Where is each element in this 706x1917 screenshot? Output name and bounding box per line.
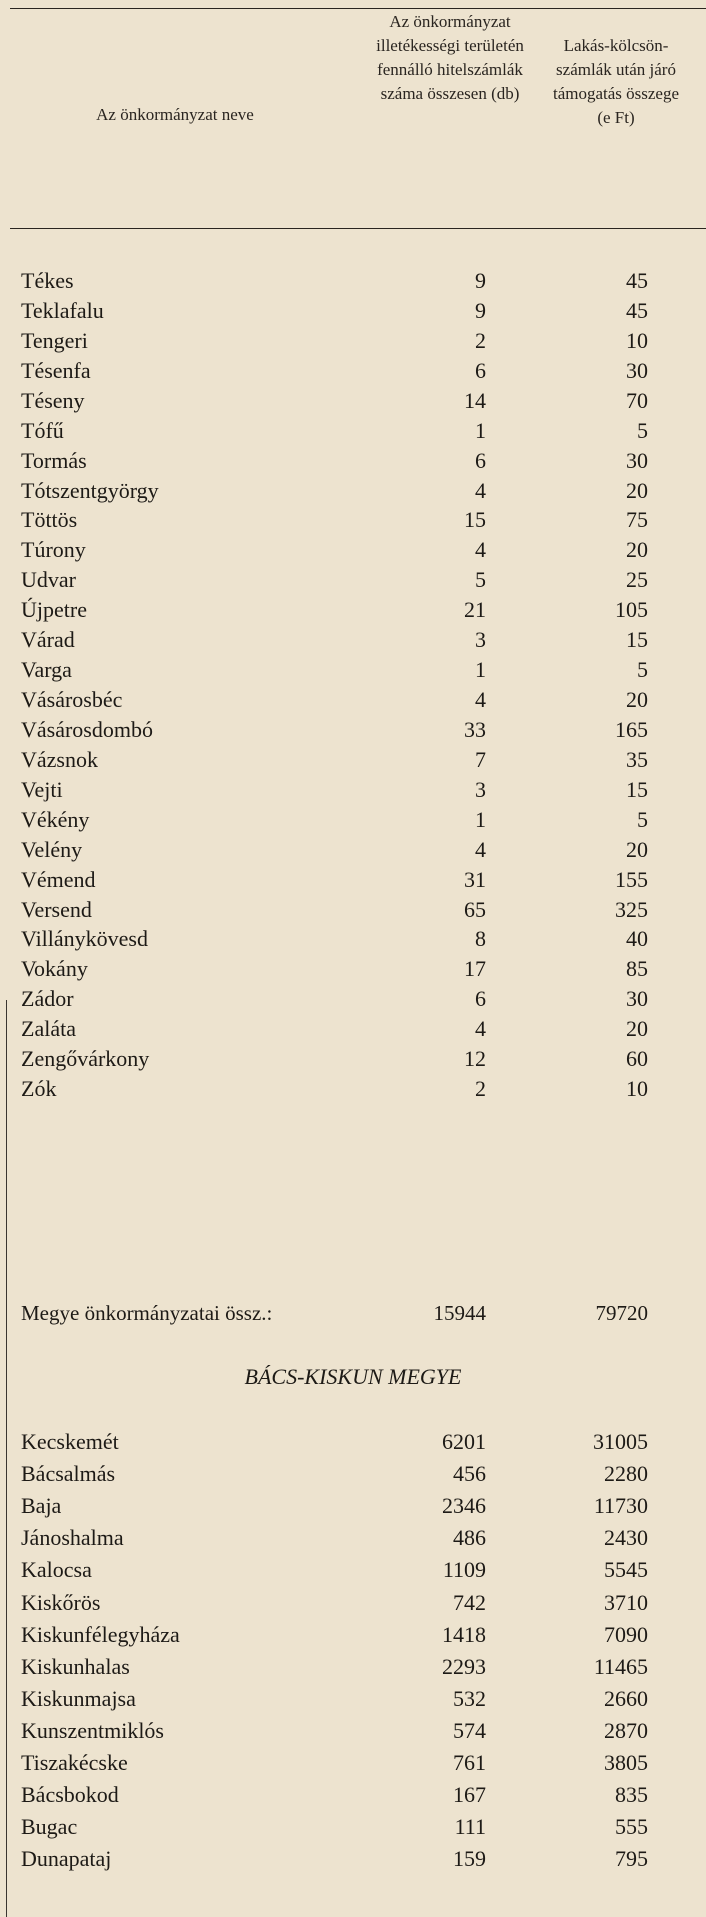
table-row [0,356,706,386]
total-label: Megye önkormányzatai össz.: [21,1301,273,1325]
account-count: 1 [475,417,486,443]
municipality-name: Kiskunhalas [21,1653,130,1679]
municipality-name: Tófű [21,417,64,443]
account-count: 1418 [442,1621,486,1647]
table-row [0,1684,706,1714]
municipality-name: Dunapataj [21,1846,112,1872]
municipality-name: Baja [21,1493,62,1519]
account-count: 1 [475,657,486,683]
support-amount: 2430 [604,1525,648,1551]
header-name-column: Az önkormányzat neve [96,105,254,124]
municipality-name: Zaláta [21,1016,76,1042]
account-count: 2 [475,327,486,353]
account-count: 167 [453,1782,486,1808]
table-row [0,416,706,446]
table-row [0,505,706,535]
table-row [0,476,706,506]
municipality-name: Túrony [21,537,86,563]
account-count: 761 [453,1750,486,1775]
table-row [0,1555,706,1585]
table-row [0,805,706,835]
table-row [0,1523,706,1553]
municipality-name: Tiszakécske [21,1750,128,1775]
municipality-name: Vásárosdombó [21,716,153,742]
municipality-name: Újpetre [21,597,87,623]
municipality-name: Tékes [21,268,74,293]
support-amount: 75 [626,507,648,533]
municipality-name: Bácsbokod [21,1782,119,1808]
support-amount: 85 [626,956,648,982]
account-count: 5 [475,567,486,593]
table-row [0,1044,706,1074]
account-count: 2346 [442,1493,486,1519]
support-amount: 15 [626,627,648,653]
account-count: 6201 [442,1429,486,1454]
municipality-name: Zengővárkony [21,1046,150,1072]
table-row [0,745,706,775]
municipality-name: Vokány [21,956,88,982]
account-count: 17 [464,956,486,982]
table-row [0,326,706,356]
municipality-name: Tésenfa [21,357,91,383]
support-amount: 20 [626,477,648,503]
municipality-name: Bácsalmás [21,1461,116,1487]
account-count: 12 [464,1046,486,1072]
support-amount: 105 [615,597,648,623]
support-amount: 45 [626,268,648,293]
municipality-name: Versend [21,896,92,922]
table-row [0,954,706,984]
municipality-name: Zádor [21,986,74,1012]
support-amount: 2660 [604,1685,648,1711]
table-row [0,625,706,655]
support-amount: 25 [626,567,648,593]
table-row [0,715,706,745]
support-amount: 10 [626,327,648,353]
table-row [0,1716,706,1746]
support-amount: 155 [615,866,648,892]
account-count: 486 [453,1525,486,1551]
support-amount: 5545 [604,1557,648,1583]
support-amount: 165 [615,716,648,742]
municipality-name: Kecskemét [21,1429,119,1454]
municipality-name: Udvar [21,567,76,593]
table-row [0,535,706,565]
account-count: 1109 [442,1557,486,1583]
table-row [0,595,706,625]
account-count: 4 [475,537,486,563]
table-row [0,1491,706,1521]
support-amount: 15 [626,776,648,802]
account-count: 6 [475,447,486,473]
support-amount: 11730 [593,1493,648,1519]
municipality-name: Tormás [21,447,87,473]
account-count: 456 [453,1461,486,1487]
header-count-column: Az önkormányzat illetékességi területén fennálló hitelszámlák száma összesen (db) [376,12,524,103]
table-row [0,1588,706,1618]
municipality-name: Vémend [21,866,96,892]
table-row [0,1427,706,1457]
municipality-name: Kiskunmajsa [21,1685,136,1711]
municipality-name: Bugac [21,1814,78,1840]
account-count: 1 [475,806,486,832]
account-count: 574 [453,1717,486,1743]
account-count: 6 [475,357,486,383]
support-amount: 31005 [593,1429,648,1454]
support-amount: 7090 [604,1621,648,1647]
support-amount: 3710 [604,1589,648,1615]
account-count: 14 [464,387,486,413]
support-amount: 40 [626,926,648,952]
support-amount: 555 [615,1814,648,1840]
table-row [0,984,706,1014]
account-count: 4 [475,1016,486,1042]
top-rule [10,8,706,9]
municipality-name: Tótszentgyörgy [21,477,159,503]
support-amount: 30 [626,447,648,473]
account-count: 9 [475,297,486,323]
header-amount-column: Lakás-kölcsön-számlák után járó támogatás összege (e Ft) [552,36,680,127]
support-amount: 20 [626,1016,648,1042]
municipality-name: Várad [21,627,75,653]
account-count: 33 [464,716,486,742]
table-row [0,446,706,476]
section-title: BÁCS-KISKUN MEGYE [244,1364,462,1389]
support-amount: 10 [626,1076,648,1102]
municipality-name: Vejti [21,776,63,802]
left-margin-rule [6,1000,7,1917]
table-row [0,1014,706,1044]
table-row [0,1780,706,1810]
table-row [0,655,706,685]
account-count: 6 [475,986,486,1012]
support-amount: 30 [626,986,648,1012]
municipality-name: Vékény [21,806,90,832]
municipality-name: Velény [21,836,83,862]
municipality-name: Zók [21,1076,57,1102]
table-row [0,1620,706,1650]
table-row [0,1459,706,1489]
table-row [0,296,706,326]
account-count: 9 [475,268,486,293]
account-count: 742 [453,1589,486,1615]
total-amount: 79720 [595,1301,648,1325]
support-amount: 835 [615,1782,648,1808]
total-row [0,1297,706,1329]
table-row [0,386,706,416]
support-amount: 795 [615,1846,648,1872]
table-row [0,1812,706,1842]
table-row [0,775,706,805]
support-amount: 2870 [604,1717,648,1743]
municipality-name: Kunszentmiklós [21,1717,164,1743]
table-row [0,266,706,296]
account-count: 159 [453,1846,486,1872]
support-amount: 35 [626,746,648,772]
account-count: 2 [475,1076,486,1102]
table-row [0,685,706,715]
table-row [0,565,706,595]
municipality-name: Tengeri [21,327,88,353]
account-count: 532 [453,1685,486,1711]
account-count: 3 [475,776,486,802]
municipality-name: Kalocsa [21,1557,92,1583]
municipality-name: Téseny [21,387,85,413]
table-row [0,1748,706,1778]
table-row [0,895,706,925]
support-amount: 2280 [604,1461,648,1487]
total-count: 15944 [433,1301,486,1325]
account-count: 7 [475,746,486,772]
municipality-name: Töttös [21,507,78,533]
table-row [0,1074,706,1104]
municipality-name: Vázsnok [21,746,98,772]
table-row [0,865,706,895]
support-amount: 60 [626,1046,648,1072]
table-row [0,924,706,954]
municipality-name: Teklafalu [21,297,104,323]
support-amount: 20 [626,687,648,713]
municipality-name: Kiskőrös [21,1589,101,1615]
account-count: 4 [475,687,486,713]
support-amount: 70 [626,387,648,413]
header-rule [10,228,706,229]
support-amount: 20 [626,537,648,563]
support-amount: 325 [615,896,648,922]
account-count: 31 [464,866,486,892]
account-count: 2293 [442,1653,486,1679]
municipality-name: Varga [21,657,72,683]
support-amount: 20 [626,836,648,862]
municipality-name: Villánykövesd [21,926,148,952]
account-count: 4 [475,836,486,862]
account-count: 21 [464,597,486,623]
municipality-name: Vásárosbéc [21,687,123,713]
account-count: 8 [475,926,486,952]
account-count: 15 [464,507,486,533]
municipality-name: Jánoshalma [21,1525,124,1551]
support-amount: 45 [626,297,648,323]
support-amount: 11465 [593,1653,648,1679]
table-row [0,1844,706,1874]
support-amount: 3805 [604,1750,648,1775]
support-amount: 5 [637,417,648,443]
table-row [0,1652,706,1682]
support-amount: 5 [637,806,648,832]
account-count: 65 [464,896,486,922]
municipality-name: Kiskunfélegyháza [21,1621,180,1647]
support-amount: 5 [637,657,648,683]
support-amount: 30 [626,357,648,383]
account-count: 3 [475,627,486,653]
table-row [0,835,706,865]
account-count: 111 [454,1814,486,1840]
account-count: 4 [475,477,486,503]
